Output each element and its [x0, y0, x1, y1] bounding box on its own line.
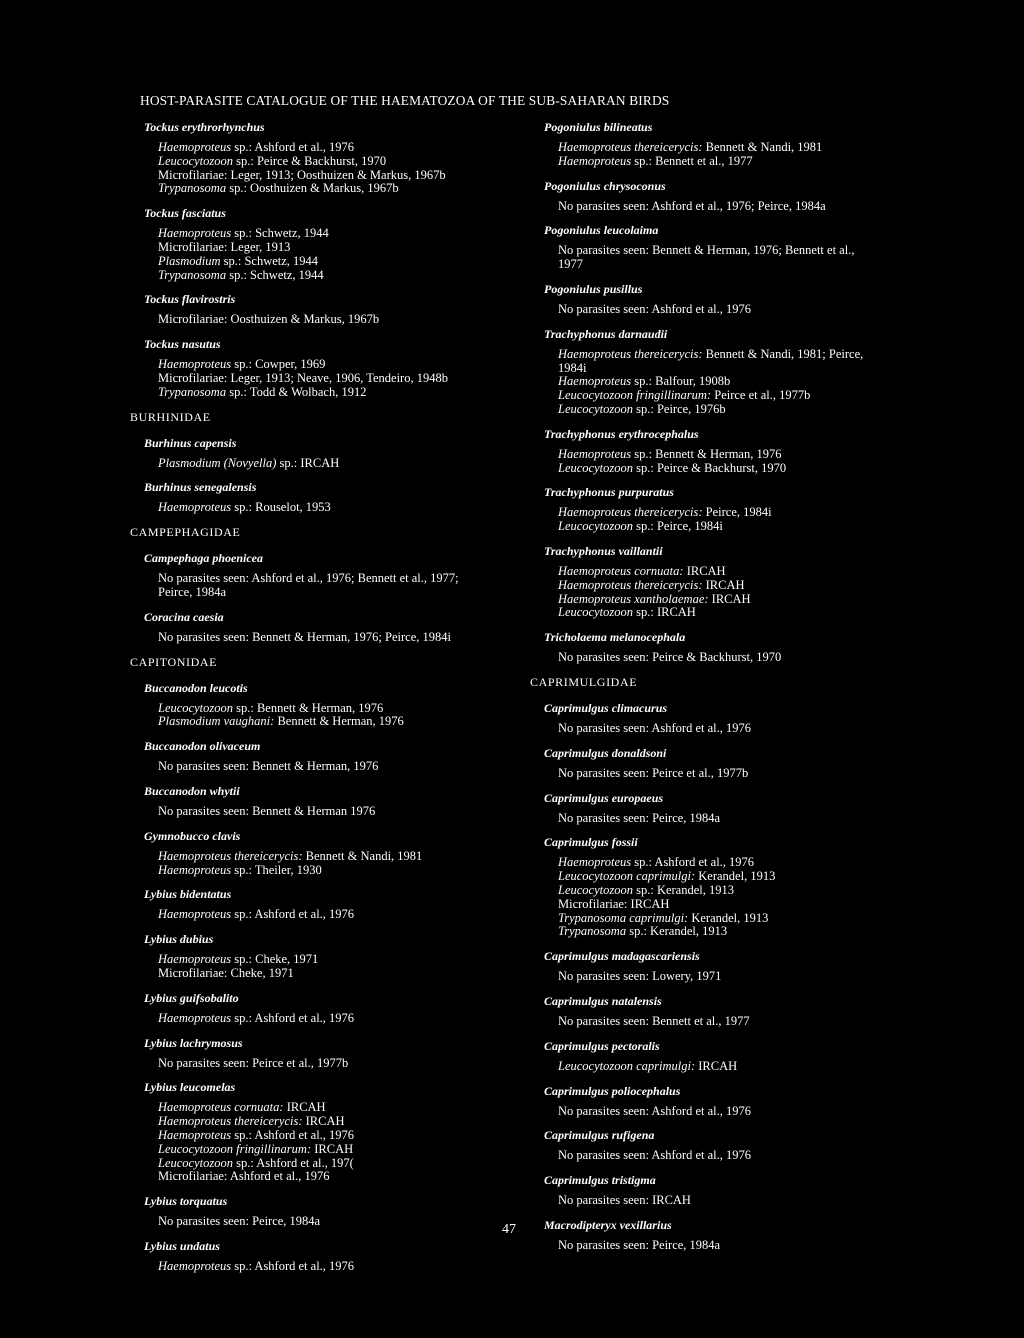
- parasite-record: [558, 1105, 930, 1119]
- parasite-name: Haemoproteus: [158, 952, 232, 967]
- parasite-record: [558, 462, 930, 476]
- parasite-record: [158, 227, 510, 241]
- parasite-record: [558, 448, 930, 462]
- record-text: No parasites seen: Ashford et al., 1976; Peirce, 1984a: [558, 198, 826, 213]
- parasite-name: Leucocytozoon caprimulgi:: [558, 1058, 696, 1073]
- record-text: Peirce et al., 1977b: [711, 388, 811, 403]
- parasite-record: [158, 1157, 510, 1171]
- record-text: 1984i: [558, 360, 587, 375]
- record-text: No parasites seen: Ashford et al., 1976: [558, 1148, 752, 1163]
- record-text: sp.: Ashford et al., 1976: [231, 1010, 355, 1025]
- species-name: Trachyphonus darnaudii: [544, 326, 668, 341]
- parasite-record: [158, 313, 510, 327]
- record-text: No parasites seen: Bennett & Herman 1976: [158, 803, 376, 818]
- parasite-name: Haemoproteus xantholaemae:: [558, 591, 709, 606]
- parasite-name: Leucocytozoon: [558, 519, 633, 534]
- parasite-record: [558, 970, 930, 984]
- parasite-record: [558, 244, 930, 258]
- parasite-name: Haemoproteus thereicerycis:: [558, 346, 703, 361]
- record-text: sp.: Balfour, 1908b: [631, 374, 731, 389]
- record-text: Kerandel, 1913: [695, 869, 776, 884]
- record-text: IRCAH: [311, 1141, 354, 1156]
- record-text: sp.: Schwetz, 1944: [220, 253, 319, 268]
- parasite-record: [158, 908, 510, 922]
- parasite-record: [558, 898, 930, 912]
- species-name: Burhinus senegalensis: [144, 480, 257, 495]
- parasite-record: [158, 760, 510, 774]
- parasite-record: [158, 967, 510, 981]
- parasite-record: [558, 1239, 930, 1253]
- parasite-record: [158, 1012, 510, 1026]
- parasite-record: [158, 372, 510, 386]
- species-name: Coracina caesia: [144, 609, 224, 624]
- record-text: Bennett & Herman, 1976: [274, 714, 404, 729]
- species-name: Trachyphonus purpuratus: [544, 485, 674, 500]
- left-column: [130, 120, 510, 1274]
- parasite-record: [558, 348, 930, 362]
- species-name: Burhinus capensis: [144, 435, 237, 450]
- species-name: Gymnobucco clavis: [144, 828, 241, 843]
- parasite-record: [158, 702, 510, 716]
- parasite-record: [558, 403, 930, 417]
- species-name: Lybius guifsobalito: [144, 990, 239, 1005]
- parasite-record: [158, 1215, 510, 1229]
- species-name: Buccanodon olivaceum: [144, 739, 261, 754]
- record-text: No parasites seen: Peirce, 1984a: [158, 1214, 321, 1229]
- record-text: sp.: IRCAH: [276, 455, 340, 470]
- parasite-name: Haemoproteus: [158, 1127, 232, 1142]
- species-name: Trachyphonus vaillantii: [544, 543, 663, 558]
- species-name: Caprimulgus poliocephalus: [544, 1083, 681, 1098]
- family-heading: CAMPEPHAGIDAE: [130, 525, 241, 540]
- parasite-record: [558, 925, 930, 939]
- record-text: sp.: Theiler, 1930: [231, 862, 322, 877]
- parasite-name: Plasmodium vaughani:: [158, 714, 275, 729]
- record-text: Kerandel, 1913: [688, 910, 769, 925]
- record-text: No parasites seen: IRCAH: [558, 1193, 691, 1208]
- parasite-name: Trypanosoma: [558, 924, 627, 939]
- record-text: Bennett & Nandi, 1981; Peirce,: [702, 346, 864, 361]
- record-text: sp.: Ashford et al., 197(: [232, 1155, 354, 1170]
- record-text: 1977: [558, 257, 583, 272]
- species-name: Lybius torquatus: [144, 1194, 228, 1209]
- parasite-record: [158, 953, 510, 967]
- record-text: sp.: Ashford et al., 1976: [231, 1127, 355, 1142]
- species-name: Caprimulgus natalensis: [544, 993, 662, 1008]
- record-text: Microfilariae: IRCAH: [558, 896, 670, 911]
- parasite-record: [558, 258, 930, 272]
- species-name: Campephaga phoenicea: [144, 551, 263, 566]
- record-text: No parasites seen: Ashford et al., 1976; Bennett et al., 1977;: [158, 571, 459, 586]
- parasite-name: Haemoproteus: [158, 500, 232, 515]
- record-text: Peirce, 1984i: [702, 505, 772, 520]
- parasite-record: [558, 1149, 930, 1163]
- parasite-name: Leucocytozoon: [158, 153, 233, 168]
- species-name: Caprimulgus fossii: [544, 835, 638, 850]
- parasite-name: Leucocytozoon fringillinarum:: [558, 388, 712, 403]
- parasite-record: [558, 870, 930, 884]
- page-number: 47: [502, 1222, 516, 1237]
- parasite-name: Trypanosoma: [158, 181, 227, 196]
- family-heading: CAPRIMULGIDAE: [530, 674, 638, 689]
- parasite-record: [558, 141, 930, 155]
- species-name: Trachyphonus erythrocephalus: [544, 426, 699, 441]
- species-name: Pogoniulus chrysoconus: [544, 178, 666, 193]
- parasite-record: [158, 1057, 510, 1071]
- parasite-name: Haemoproteus thereicerycis:: [558, 505, 703, 520]
- species-name: Tockus fasciatus: [144, 206, 226, 221]
- record-text: sp.: Kerandel, 1913: [632, 882, 735, 897]
- record-text: No parasites seen: Ashford et al., 1976: [558, 1103, 752, 1118]
- parasite-name: Trypanosoma: [158, 267, 227, 282]
- parasite-record: [558, 565, 930, 579]
- record-text: sp.: IRCAH: [632, 605, 696, 620]
- page-header: HOST-PARASITE CATALOGUE OF THE HAEMATOZOA OF THE SUB-SAHARAN BIRDS: [140, 93, 670, 108]
- record-text: sp.: Peirce, 1976b: [632, 401, 726, 416]
- record-text: Bennett & Nandi, 1981: [702, 140, 823, 154]
- record-text: IRCAH: [702, 577, 745, 592]
- parasite-record: [558, 520, 930, 534]
- parasite-name: Haemoproteus: [158, 226, 232, 241]
- species-name: Lybius bidentatus: [144, 887, 232, 902]
- record-text: sp.: Ashford et al., 1976: [631, 855, 755, 870]
- parasite-name: Haemoproteus: [158, 1010, 232, 1025]
- species-name: Lybius leucomelas: [144, 1080, 236, 1095]
- parasite-record: [558, 389, 930, 403]
- parasite-name: Trypanosoma: [158, 384, 227, 399]
- record-text: No parasites seen: Ashford et al., 1976: [558, 720, 752, 735]
- record-text: sp.: Cowper, 1969: [231, 357, 326, 372]
- record-text: No parasites seen: Peirce, 1984a: [558, 1237, 721, 1252]
- parasite-name: Haemoproteus: [558, 374, 632, 389]
- parasite-record: [558, 362, 930, 376]
- record-text: Microfilariae: Ashford et al., 1976: [158, 1169, 330, 1184]
- parasite-record: [558, 1060, 930, 1074]
- parasite-record: [158, 155, 510, 169]
- parasite-record: [158, 1101, 510, 1115]
- record-text: sp.: Bennett et al., 1977: [631, 153, 753, 168]
- parasite-name: Trypanosoma caprimulgi:: [558, 910, 689, 925]
- parasite-name: Leucocytozoon: [158, 700, 233, 715]
- species-name: Caprimulgus donaldsoni: [544, 745, 667, 760]
- parasite-record: [158, 255, 510, 269]
- parasite-record: [558, 1194, 930, 1208]
- parasite-record: [158, 386, 510, 400]
- record-text: Bennett & Nandi, 1981: [302, 848, 423, 863]
- record-text: No parasites seen: Bennett et al., 1977: [558, 1013, 750, 1028]
- species-name: Lybius dubius: [144, 932, 214, 947]
- parasite-record: [558, 912, 930, 926]
- record-text: No parasites seen: Bennett & Herman, 1976; Peirce, 1984i: [158, 629, 451, 644]
- parasite-name: Haemoproteus: [558, 446, 632, 461]
- parasite-record: [158, 182, 510, 196]
- parasite-record: [158, 1143, 510, 1157]
- parasite-record: [558, 606, 930, 620]
- parasite-record: [558, 1015, 930, 1029]
- family-heading: CAPITONIDAE: [130, 654, 218, 669]
- parasite-record: [158, 1115, 510, 1129]
- record-text: Microfilariae: Oosthuizen & Markus, 1967b: [158, 312, 380, 327]
- parasite-record: [158, 241, 510, 255]
- parasite-record: [558, 200, 930, 214]
- species-name: Caprimulgus europaeus: [544, 790, 664, 805]
- record-text: Peirce, 1984a: [158, 584, 227, 599]
- record-text: sp.: Ashford et al., 1976: [231, 907, 355, 922]
- parasite-record: [558, 722, 930, 736]
- parasite-record: [158, 586, 510, 600]
- species-name: Caprimulgus rufigena: [544, 1128, 655, 1143]
- parasite-record: [158, 572, 510, 586]
- parasite-record: [158, 1170, 510, 1184]
- species-name: Lybius undatus: [144, 1238, 220, 1253]
- species-name: Tockus nasutus: [144, 337, 221, 352]
- parasite-name: Leucocytozoon: [558, 605, 633, 620]
- record-text: No parasites seen: Peirce et al., 1977b: [158, 1055, 349, 1070]
- record-text: sp.: Schwetz, 1944: [226, 267, 324, 282]
- parasite-record: [158, 457, 510, 471]
- parasite-record: [158, 1260, 510, 1274]
- parasite-name: Haemoproteus cornuata:: [558, 563, 684, 578]
- parasite-name: Haemoproteus: [558, 855, 632, 870]
- record-text: No parasites seen: Ashford et al., 1976: [558, 301, 752, 316]
- species-name: Tockus erythrorhynchus: [144, 120, 265, 134]
- record-text: sp.: Kerandel, 1913: [626, 924, 728, 939]
- record-text: sp.: Cheke, 1971: [231, 952, 319, 967]
- parasite-name: Haemoproteus: [158, 1258, 232, 1273]
- record-text: No parasites seen: Peirce & Backhurst, 1970: [558, 650, 782, 665]
- parasite-record: [558, 375, 930, 389]
- parasite-name: Haemoproteus thereicerycis:: [158, 848, 303, 863]
- parasite-name: Haemoproteus thereicerycis:: [558, 140, 703, 154]
- parasite-record: [158, 850, 510, 864]
- parasite-record: [158, 141, 510, 155]
- parasite-name: Haemoproteus: [158, 357, 232, 372]
- parasite-record: [158, 1129, 510, 1143]
- species-name: Caprimulgus tristigma: [544, 1173, 656, 1188]
- parasite-name: Plasmodium: [158, 253, 221, 268]
- record-text: sp.: Peirce & Backhurst, 1970: [632, 460, 787, 475]
- parasite-name: Leucocytozoon: [558, 401, 633, 416]
- right-column: [530, 120, 930, 1253]
- species-name: Caprimulgus pectoralis: [544, 1038, 660, 1053]
- record-text: sp.: Ashford et al., 1976: [231, 1258, 355, 1273]
- parasite-name: Haemoproteus: [158, 907, 232, 922]
- species-name: Buccanodon leucotis: [144, 680, 248, 695]
- record-text: sp.: Ashford et al., 1976: [231, 140, 355, 154]
- parasite-name: Haemoproteus cornuata:: [158, 1100, 284, 1115]
- parasite-name: Haemoproteus thereicerycis:: [158, 1114, 303, 1129]
- record-text: Microfilariae: Cheke, 1971: [158, 965, 294, 980]
- record-text: Microfilariae: Leger, 1913; Neave, 1906, Tendeiro, 1948b: [158, 370, 448, 385]
- parasite-name: Leucocytozoon fringillinarum:: [158, 1141, 312, 1156]
- parasite-name: Plasmodium (Novyella): [158, 455, 277, 470]
- parasite-name: Leucocytozoon: [558, 460, 633, 475]
- species-name: Caprimulgus madagascariensis: [544, 949, 700, 964]
- record-text: sp.: Oosthuizen & Markus, 1967b: [226, 181, 399, 196]
- parasite-record: [158, 169, 510, 183]
- species-name: Tockus flavirostris: [144, 292, 236, 307]
- record-text: sp.: Bennett & Herman, 1976: [631, 446, 782, 461]
- parasite-record: [158, 358, 510, 372]
- parasite-record: [158, 631, 510, 645]
- record-text: sp.: Peirce & Backhurst, 1970: [232, 153, 387, 168]
- parasite-record: [158, 715, 510, 729]
- species-name: Pogoniulus pusillus: [544, 281, 643, 296]
- record-text: Microfilariae: Leger, 1913: [158, 239, 291, 254]
- record-text: IRCAH: [302, 1114, 345, 1129]
- record-text: sp.: Rouselot, 1953: [231, 500, 331, 515]
- species-name: Pogoniulus leucolaima: [544, 223, 659, 238]
- record-text: sp.: Peirce, 1984i: [632, 519, 723, 534]
- record-text: No parasites seen: Bennett & Herman, 1976: [158, 759, 379, 774]
- parasite-record: [558, 579, 930, 593]
- record-text: No parasites seen: Peirce, 1984a: [558, 810, 721, 825]
- parasite-record: [558, 303, 930, 317]
- record-text: IRCAH: [695, 1058, 738, 1073]
- record-text: IRCAH: [708, 591, 751, 606]
- species-name: Lybius lachrymosus: [144, 1035, 243, 1050]
- parasite-record: [158, 864, 510, 878]
- record-text: Microfilariae: Leger, 1913; Oosthuizen & Markus, 1967b: [158, 167, 446, 182]
- parasite-record: [158, 269, 510, 283]
- record-text: No parasites seen: Peirce et al., 1977b: [558, 765, 749, 780]
- species-name: Pogoniulus bilineatus: [544, 120, 653, 134]
- parasite-record: [158, 805, 510, 819]
- record-text: IRCAH: [283, 1100, 326, 1115]
- parasite-record: [558, 767, 930, 781]
- species-name: Buccanodon whytii: [144, 783, 240, 798]
- record-text: sp.: Bennett & Herman, 1976: [232, 700, 384, 715]
- parasite-name: Leucocytozoon: [158, 1155, 233, 1170]
- parasite-name: Haemoproteus: [158, 862, 232, 877]
- parasite-record: [558, 506, 930, 520]
- record-text: No parasites seen: Bennett & Herman, 1976; Bennett et al.,: [558, 243, 855, 258]
- species-name: Caprimulgus climacurus: [544, 700, 668, 715]
- record-text: IRCAH: [683, 563, 726, 578]
- parasite-name: Haemoproteus: [158, 140, 232, 154]
- parasite-name: Haemoproteus thereicerycis:: [558, 577, 703, 592]
- record-text: sp.: Todd & Wolbach, 1912: [226, 384, 367, 399]
- parasite-name: Leucocytozoon caprimulgi:: [558, 869, 696, 884]
- parasite-record: [558, 593, 930, 607]
- record-text: sp.: Schwetz, 1944: [231, 226, 329, 241]
- parasite-record: [558, 651, 930, 665]
- parasite-name: Leucocytozoon: [558, 882, 633, 897]
- species-name: Macrodipteryx vexillarius: [544, 1217, 672, 1232]
- parasite-name: Haemoproteus: [558, 153, 632, 168]
- parasite-record: [558, 884, 930, 898]
- parasite-record: [558, 812, 930, 826]
- parasite-record: [558, 155, 930, 169]
- parasite-record: [558, 856, 930, 870]
- parasite-record: [158, 501, 510, 515]
- species-name: Tricholaema melanocephala: [544, 630, 686, 645]
- family-heading: BURHINIDAE: [130, 409, 211, 424]
- record-text: No parasites seen: Lowery, 1971: [558, 969, 722, 984]
